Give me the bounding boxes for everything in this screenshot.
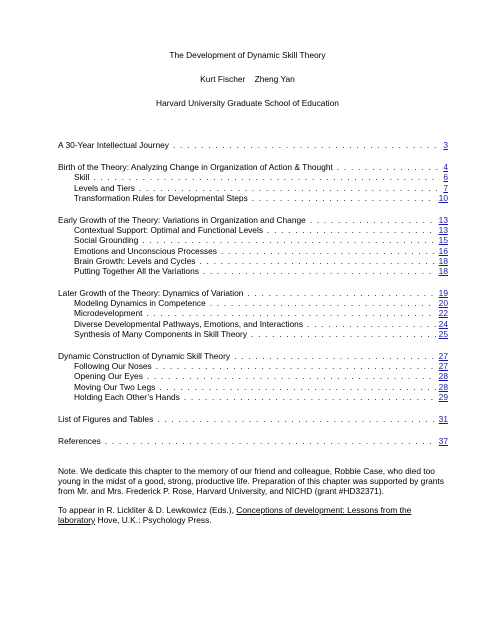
dot-leader	[200, 256, 436, 266]
table-of-contents	[58, 140, 448, 458]
dot-leader	[310, 215, 436, 225]
dot-leader	[251, 329, 436, 339]
toc-entry	[58, 215, 448, 225]
toc-page-link[interactable]: 18	[438, 255, 448, 266]
toc-page-link[interactable]: 13	[438, 214, 448, 225]
toc-section	[58, 140, 448, 150]
toc-entry-label: List of Figures and Tables	[58, 413, 154, 424]
publication-note	[58, 505, 450, 525]
toc-subentry	[58, 256, 448, 266]
toc-page-link[interactable]: 18	[438, 265, 448, 276]
toc-entry-label: Birth of the Theory: Analyzing Change in Organization of Action & Thought	[58, 162, 333, 173]
toc-page-link[interactable]: 20	[438, 298, 448, 309]
toc-subentry	[58, 298, 448, 308]
toc-page-link[interactable]: 13	[438, 225, 448, 236]
toc-subentry	[58, 382, 448, 392]
dot-leader	[93, 172, 440, 182]
toc-section	[58, 351, 448, 402]
toc-subentry	[58, 371, 448, 381]
dot-leader	[337, 162, 440, 172]
publication-suffix: Hove, U.K.: Psychology Press.	[95, 514, 212, 525]
book-title: Conceptions of development: Lessons from the laboratory	[58, 504, 412, 525]
toc-entry	[58, 162, 448, 172]
toc-entry	[58, 140, 448, 150]
dot-leader	[252, 193, 436, 203]
toc-page-link[interactable]: 28	[438, 371, 448, 382]
toc-entry-label: Diverse Developmental Pathways, Emotions, and Interactions	[74, 318, 304, 329]
toc-page-link[interactable]: 29	[438, 391, 448, 402]
toc-page-link[interactable]: 22	[438, 308, 448, 319]
toc-entry-label: Opening Our Eyes	[74, 371, 143, 382]
toc-entry-label: Emotions and Unconscious Processes	[74, 245, 217, 256]
toc-entry-label: Holding Each Other’s Hands	[74, 391, 180, 402]
dot-leader	[247, 288, 435, 298]
toc-entry	[58, 436, 448, 446]
toc-entry-label: Skill	[74, 172, 90, 183]
dot-leader	[234, 351, 436, 361]
toc-entry	[58, 351, 448, 361]
toc-page-link[interactable]: 25	[438, 328, 448, 339]
toc-subentry	[58, 183, 448, 193]
publication-prefix: To appear in R. Lickliter & D. Lewkowicz (Eds.),	[58, 504, 237, 515]
toc-page-link[interactable]: 19	[438, 288, 448, 299]
dot-leader	[105, 436, 436, 446]
dedication-note: Note. We dedicate this chapter to the memory of our friend and colleague, Robbie Case, who died too young in the midst of a good, strong, productive life. Preparation of this chapter was supported by grants from Mr. and Mrs. Frederick P. Rose, Harvard University, and NICHD (grant #HD32371).	[58, 466, 444, 497]
toc-page-link[interactable]: 24	[438, 318, 448, 329]
toc-section	[58, 162, 448, 203]
dot-leader	[147, 371, 436, 381]
dot-leader	[173, 140, 440, 150]
document-title: The Development of Dynamic Skill Theory	[169, 50, 326, 60]
toc-entry-label: Social Grounding	[74, 235, 139, 246]
toc-page-link[interactable]: 28	[438, 381, 448, 392]
footnote-section	[58, 466, 450, 533]
toc-subentry	[58, 225, 448, 235]
toc-subentry	[58, 319, 448, 329]
toc-entry-label: Contextual Support: Optimal and Functional Levels	[74, 225, 264, 236]
toc-page-link[interactable]: 27	[438, 361, 448, 372]
toc-subentry	[58, 266, 448, 276]
toc-entry-label: Levels and Tiers	[74, 182, 135, 193]
dot-leader	[159, 382, 435, 392]
toc-subentry	[58, 172, 448, 182]
toc-page-link[interactable]: 6	[443, 172, 448, 183]
toc-entry-label: Modeling Dynamics in Competence	[74, 298, 206, 309]
dot-leader	[139, 183, 440, 193]
toc-entry-label: Brain Growth: Levels and Cycles	[74, 255, 196, 266]
toc-page-link[interactable]: 16	[438, 245, 448, 256]
dot-leader	[203, 266, 436, 276]
toc-subentry	[58, 329, 448, 339]
toc-entry-label: Early Growth of the Theory: Variations in Organization and Change	[58, 214, 306, 225]
dot-leader	[156, 361, 436, 371]
dot-leader	[146, 308, 435, 318]
toc-entry-label: Later Growth of the Theory: Dynamics of Variation	[58, 288, 244, 299]
toc-entry-label: Putting Together All the Variations	[74, 265, 199, 276]
toc-entry-label: Following Our Noses	[74, 361, 152, 372]
dot-leader	[221, 246, 436, 256]
toc-page-link[interactable]: 7	[443, 182, 448, 193]
toc-page-link[interactable]: 10	[438, 192, 448, 203]
dot-leader	[157, 414, 435, 424]
author-names: Kurt Fischer Zheng Yan	[200, 74, 295, 84]
toc-subentry	[58, 392, 448, 402]
toc-section	[58, 436, 448, 446]
toc-subentry	[58, 361, 448, 371]
toc-subentry	[58, 235, 448, 245]
toc-section	[58, 288, 448, 339]
toc-page-link[interactable]: 15	[438, 235, 448, 246]
toc-subentry	[58, 193, 448, 203]
dot-leader	[307, 319, 436, 329]
toc-page-link[interactable]: 3	[443, 140, 448, 150]
toc-entry-label: A 30-Year Intellectual Journey	[58, 140, 169, 150]
toc-page-link[interactable]: 31	[438, 413, 448, 424]
toc-entry	[58, 288, 448, 298]
toc-section	[58, 215, 448, 276]
dot-leader	[267, 225, 436, 235]
dot-leader	[210, 298, 436, 308]
toc-section	[58, 414, 448, 424]
toc-entry	[58, 414, 448, 424]
toc-entry-label: Microdevelopment	[74, 308, 143, 319]
toc-page-link[interactable]: 37	[438, 436, 448, 447]
toc-entry-label: References	[58, 436, 101, 447]
dot-leader	[184, 392, 436, 402]
toc-entry-label: Synthesis of Many Components in Skill Theory	[74, 328, 248, 339]
toc-entry-label: Dynamic Construction of Dynamic Skill Theory	[58, 351, 231, 361]
toc-page-link[interactable]: 4	[443, 162, 448, 173]
dot-leader	[142, 235, 435, 245]
toc-entry-label: Transformation Rules for Developmental Steps	[74, 192, 248, 203]
toc-subentry	[58, 308, 448, 318]
affiliation: Harvard University Graduate School of Education	[156, 98, 339, 108]
toc-page-link[interactable]: 27	[438, 351, 448, 361]
toc-subentry	[58, 246, 448, 256]
toc-entry-label: Moving Our Two Legs	[74, 381, 156, 392]
